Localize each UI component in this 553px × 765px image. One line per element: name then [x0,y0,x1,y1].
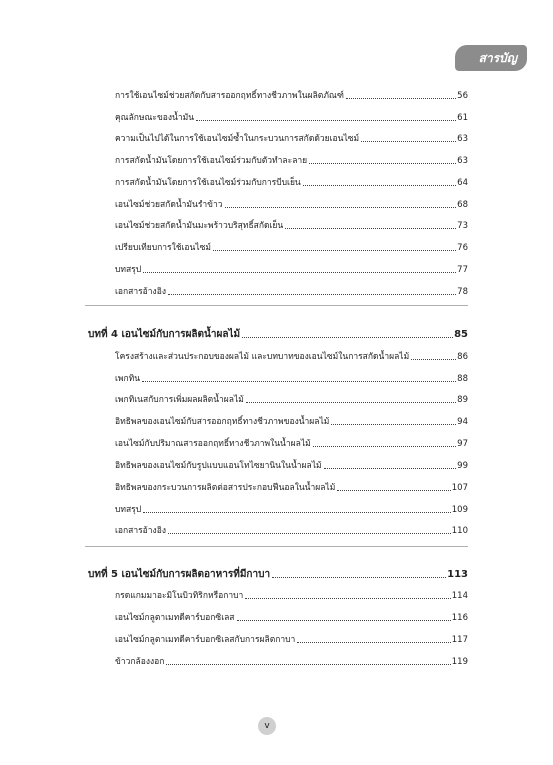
toc-entry-title: บทสรุป [115,265,142,275]
toc-leader-dots [272,567,446,578]
toc-entry-title: เพกทิน [115,374,141,384]
toc-entry-title: กรดแกมมาอะมิโนบิวทิริกหรือกาบา [115,591,244,601]
toc-leader-dots [166,654,450,665]
toc-leader-dots [225,197,457,208]
toc-entry-title: เอกสารอ้างอิง [115,287,166,297]
toc-entry-title: โครงสร้างและส่วนประกอบของผลไม้ และบทบาทของเอนไซม์ในการสกัดน้ำผลไม้ [115,352,410,362]
toc-entry-row [115,197,468,213]
toc-leader-dots [313,436,456,447]
toc-entry-row [115,153,468,169]
section-divider [85,546,468,547]
toc-entry-page: 89 [457,395,468,405]
toc-entry-page: 97 [457,439,468,449]
toc-entry-page: 116 [451,613,468,623]
toc-entry-page: 76 [457,243,468,253]
toc-entry-page: 85 [454,329,468,340]
toc-leader-dots [213,240,456,251]
toc-leader-dots [411,349,456,360]
toc-entry-title: เพกทิเนสกับการเพิ่มผลผลิตน้ำผลไม้ [115,395,244,405]
page-number: v [258,717,276,735]
toc-entry-row [115,218,468,234]
toc-leader-dots [143,262,456,273]
toc-entry-page: 63 [457,134,468,144]
toc-entry-page: 99 [457,461,468,471]
toc-entry-row [115,458,468,474]
toc-entry-row [115,262,468,278]
header-tab [455,45,527,71]
toc-leader-dots [285,218,456,229]
toc-entry-page: 117 [451,635,468,645]
section-divider [85,305,468,306]
toc-entry-page: 68 [457,200,468,210]
toc-entry-row [115,284,468,300]
toc-entry-row [115,654,468,670]
toc-entry-title: เอนไซม์กลูตาเมทดีคาร์บอกซิเลสกับการผลิตกาบา [115,635,296,645]
toc-entry-page: 113 [447,569,468,580]
toc-entry-row [115,632,468,648]
toc-entry-row [115,240,468,256]
toc-leader-dots [237,610,451,621]
toc-entry-title: เปรียบเทียบการใช้เอนไซม์ [115,243,211,253]
toc-chapter-row [88,327,468,343]
toc-entry-row [115,610,468,626]
toc-leader-dots [196,110,456,121]
toc-entry-title: บทที่ 5 เอนไซม์กับการผลิตอาหารที่มีกาบา [88,569,271,580]
toc-entry-title: เอนไซม์กับปริมาณสารออกฤทธิ์ทางชีวภาพในน้ำผลไม้ [115,439,311,449]
toc-leader-dots [309,153,456,164]
toc-entry-page: 56 [457,91,468,101]
toc-leader-dots [242,327,453,338]
toc-entry-title: ความเป็นไปได้ในการใช้เอนไซม์ซ้ำในกระบวนการสกัดด้วยเอนไซม์ [115,134,360,144]
toc-entry-row [115,392,468,408]
toc-entry-page: 88 [457,374,468,384]
toc-entry-row [115,523,468,539]
toc-entry-page: 109 [451,505,468,515]
toc-entry-title: อิทธิพลของเอนไซม์กับรูปแบบแอนโทไซยานินในน้ำผลไม้ [115,461,322,471]
toc-entry-row [115,414,468,430]
toc-leader-dots [297,632,450,643]
toc-entry-title: เอนไซม์กลูตาเมทดีคาร์บอกซิเลส [115,613,235,623]
toc-entry-row [115,349,468,365]
toc-entry-page: 61 [457,113,468,123]
toc-entry-page: 110 [451,526,468,536]
toc-entry-title: คุณลักษณะของน้ำมัน [115,113,195,123]
toc-entry-page: 64 [457,178,468,188]
toc-leader-dots [246,392,456,403]
toc-entry-row [115,175,468,191]
toc-entry-title: บทสรุป [115,505,142,515]
toc-entry-title: บทที่ 4 เอนไซม์กับการผลิตน้ำผลไม้ [88,329,241,340]
toc-entry-page: 94 [457,417,468,427]
toc-entry-page: 119 [451,657,468,667]
toc-leader-dots [245,588,450,599]
toc-entry-title: ข้าวกล้องงอก [115,657,165,667]
toc-leader-dots [346,88,456,99]
toc-entry-title: การสกัดน้ำมันโดยการใช้เอนไซม์ร่วมกับตัวทำละลาย [115,156,308,166]
toc-entry-row [115,436,468,452]
toc-leader-dots [168,523,451,534]
toc-entry-page: 114 [451,591,468,601]
toc-leader-dots [361,131,456,142]
toc-leader-dots [142,371,456,382]
toc-entry-title: อิทธิพลของเอนไซม์กับสารออกฤทธิ์ทางชีวภาพของน้ำผลไม้ [115,417,330,427]
toc-entry-title: เอนไซม์ช่วยสกัดน้ำมันมะพร้าวบริสุทธิ์สกัดเย็น [115,221,284,231]
toc-entry-row [115,131,468,147]
toc-entry-row [115,588,468,604]
toc-leader-dots [168,284,456,295]
toc-leader-dots [143,502,451,513]
toc-entry-page: 78 [457,287,468,297]
toc-entry-title: การใช้เอนไซม์ช่วยสกัดกับสารออกฤทธิ์ทางชีวภาพในผลิตภัณฑ์ [115,91,344,101]
toc-leader-dots [331,414,456,425]
toc-entry-title: อิทธิพลของกระบวนการผลิตต่อสารประกอบฟีนอลในน้ำผลไม้ [115,483,336,493]
toc-entry-page: 107 [451,483,468,493]
toc-entry-row [115,110,468,126]
header-label: สารบัญ [478,51,517,65]
toc-entry-row [115,371,468,387]
toc-entry-page: 73 [457,221,468,231]
toc-leader-dots [337,480,450,491]
toc-entry-row [115,88,468,104]
toc-entry-title: เอกสารอ้างอิง [115,526,166,536]
toc-entry-title: เอนไซม์ช่วยสกัดน้ำมันรำข้าว [115,200,223,210]
toc-entry-row [115,480,468,496]
toc-leader-dots [324,458,457,469]
toc-entry-page: 63 [457,156,468,166]
toc-chapter-row [88,567,468,583]
toc-entry-row [115,502,468,518]
toc-leader-dots [303,175,456,186]
toc-entry-page: 86 [457,352,468,362]
toc-entry-title: การสกัดน้ำมันโดยการใช้เอนไซม์ร่วมกับการบีบเย็น [115,178,301,188]
toc-entry-page: 77 [457,265,468,275]
